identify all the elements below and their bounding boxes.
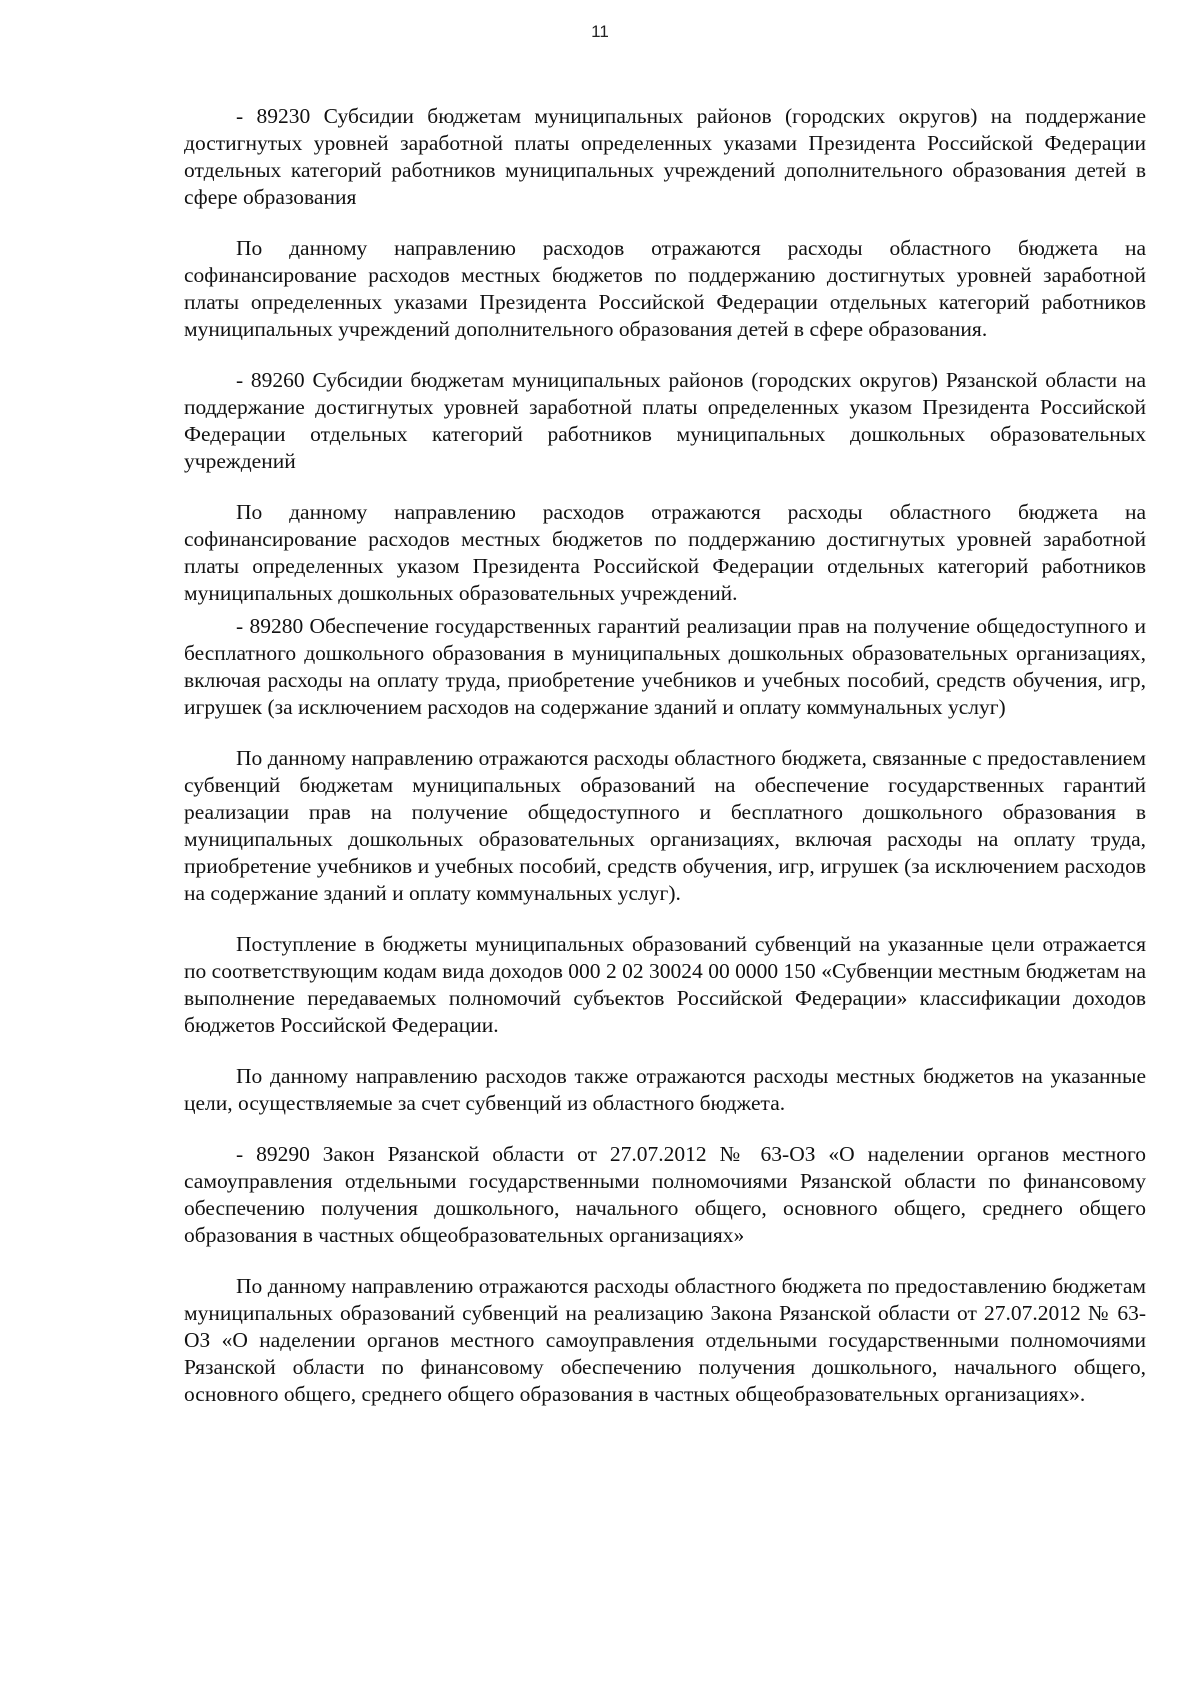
paragraph-89290-description: По данному направлению отражаются расходы областного бюджета по предоставлению бюджетам муниципальных образований субвенций на реализацию Закона Рязанской области от 27.07.2012 № 63-ОЗ «О наделении органов местного самоуправления отдельными государственными полномочиями Рязанской области по финансовому обеспечению получения дошкольного, начального общего, основного общего, среднего общего образования в частных общеобразовательных организациях». [184,1274,1146,1406]
paragraph-89280-heading: - 89280 Обеспечение государственных гарантий реализации прав на получение общедоступного и бесплатного дошкольного образования в муниципальных дошкольных образовательных организациях, включая расходы на оплату труда, приобретение учебников и учебных пособий, средств обучения, игр, игрушек (за исключением расходов на содержание зданий и оплату коммунальных услуг) [184,614,1146,719]
paragraph-89280-description: По данному направлению отражаются расходы областного бюджета, связанные с предоставлением субвенций бюджетам муниципальных образований на обеспечение государственных гарантий реализации прав на получение общедоступного и бесплатного дошкольного образования в муниципальных дошкольных образовательных организациях, включая расходы на оплату труда, приобретение учебников и учебных пособий, средств обучения, игр, игрушек (за исключением расходов на содержание зданий и оплату коммунальных услуг). [184,746,1146,905]
page-number: 11 [591,22,609,41]
paragraph-local-budgets: По данному направлению расходов также отражаются расходы местных бюджетов на указанные цели, осуществляемые за счет субвенций из областного бюджета. [184,1064,1146,1115]
paragraph-89260-description: По данному направлению расходов отражаются расходы областного бюджета на софинансирование расходов местных бюджетов по поддержанию достигнутых уровней заработной платы определенных указом Президента Российской Федерации отдельных категорий работников муниципальных дошкольных образовательных учреждений. [184,500,1146,605]
paragraph-89230-description: По данному направлению расходов отражаются расходы областного бюджета на софинансирование расходов местных бюджетов по поддержанию достигнутых уровней заработной платы определенных указами Президента Российской Федерации отдельных категорий работников муниципальных учреждений дополнительного образования детей в сфере образования. [184,236,1146,341]
paragraph-revenue-codes: Поступление в бюджеты муниципальных образований субвенций на указанные цели отражается по соответствующим кодам вида доходов 000 2 02 30024 00 0000 150 «Субвенции местным бюджетам на выполнение передаваемых полномочий субъектов Российской Федерации» классификации доходов бюджетов Российской Федерации. [184,932,1146,1037]
paragraph-89230-heading: - 89230 Субсидии бюджетам муниципальных районов (городских округов) на поддержание достигнутых уровней заработной платы определенных указами Президента Российской Федерации отдельных категорий работников муниципальных учреждений дополнительного образования детей в сфере образования [184,104,1146,209]
paragraph-89260-heading: - 89260 Субсидии бюджетам муниципальных районов (городских округов) Рязанской области на поддержание достигнутых уровней заработной платы определенных указом Президента Российской Федерации отдельных категорий работников муниципальных дошкольных образовательных учреждений [184,368,1146,473]
document-body [184,103,1146,1408]
paragraph-89290-heading: - 89290 Закон Рязанской области от 27.07.2012 № 63-ОЗ «О наделении органов местного самоуправления отдельными государственными полномочиями Рязанской области по финансовому обеспечению получения дошкольного, начального общего, основного общего, среднего общего образования в частных общеобразовательных организациях» [184,1142,1146,1247]
